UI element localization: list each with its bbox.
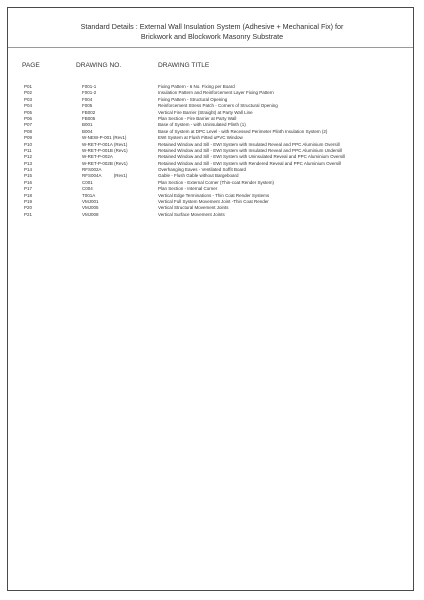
row-page: P10 (24, 141, 33, 147)
row-drawing-title: Reinforcement Stress Patch - Corners of Structural Opening (158, 103, 278, 109)
row-drawing-no: W-NEW-P-001 (Rev1) (82, 135, 127, 141)
row-page: P08 (24, 128, 33, 134)
row-drawing-no: C001 (82, 179, 93, 185)
row-drawing-title: Plan Section - Fire Barrier at Party Wall (158, 115, 237, 121)
row-page: P13 (24, 160, 33, 166)
row-page: P18 (24, 192, 33, 198)
row-page: P17 (24, 186, 33, 192)
row-page: P15 (24, 173, 33, 179)
row-drawing-title: Retained Window and Sill - EWI System with Insulated Reveal and PPC Aluminium Oversill (158, 141, 340, 147)
row-drawing-no: W-RET-P-001B (Rev1) (82, 147, 128, 153)
row-drawing-title: Plan Section - Internal Corner (158, 186, 218, 192)
table-row (0, 212, 424, 218)
header-page: PAGE (22, 62, 40, 69)
document-title-line-2: Brickwork and Blockwork Masonry Substrate (140, 32, 284, 41)
drawing-list (0, 84, 424, 218)
row-drawing-no: F001-1 (82, 84, 97, 89)
row-drawing-no: F001-2 (82, 90, 97, 96)
row-drawing-title: Overhanging Eaves - Ventilated Soffit Board (158, 167, 246, 173)
row-drawing-no: F004 (82, 96, 93, 102)
row-page: P04 (24, 103, 33, 109)
row-page: P07 (24, 122, 33, 128)
row-drawing-title: Fixing Pattern - Structural Opening (158, 96, 228, 102)
row-drawing-no: VMJ001 (82, 199, 99, 205)
row-drawing-title: EWI System at Flush Fitted uPVC Window (158, 135, 243, 141)
row-drawing-title: Vertical Fire Barrier (Straight) at Party Wall Line (158, 109, 253, 115)
row-drawing-no: VMJ005 (82, 205, 99, 211)
row-drawing-no: W-RET-P-002A (82, 154, 113, 160)
row-drawing-no: W-RET-P-002B (Rev1) (82, 160, 128, 166)
title-divider (8, 47, 413, 48)
row-page: P14 (24, 167, 33, 173)
row-page: P03 (24, 96, 33, 102)
row-drawing-title: Fixing Pattern - 6 No. Fixing per Board (158, 84, 235, 89)
row-page: P09 (24, 135, 33, 141)
row-drawing-no: B004 (82, 128, 93, 134)
row-drawing-title: Plan Section - External Corner (Thin-coat Render System) (158, 179, 275, 185)
row-drawing-title: Insulation Pattern and Reinforcement Layer Fixing Pattern (158, 90, 274, 96)
row-drawing-title: Vertical Full System Movement Joint -Thin Coat Render (158, 199, 269, 205)
row-drawing-title: Vertical Edge Terminations - Thin Coat Render Systems (158, 192, 270, 198)
row-page: P20 (24, 205, 33, 211)
row-page: P21 (24, 211, 33, 217)
row-page: P01 (24, 84, 33, 89)
row-page: P12 (24, 154, 33, 160)
row-drawing-no: B001 (82, 122, 93, 128)
header-drawing-no: DRAWING NO. (76, 62, 122, 69)
row-drawing-no: C004 (82, 186, 93, 192)
row-drawing-title: Retained Window and Sill - EWI System with Rendered Reveal and PPC Aluminium Oversill (158, 160, 342, 166)
document-title-line-1: Standard Details : External Wall Insulation System (Adhesive + Mechanical Fix) for (80, 22, 344, 31)
row-drawing-title: Retained Window and Sill - EWI System with Uninsulated Reveal and PPC Aluminium Oversill (158, 154, 346, 160)
row-drawing-no: W-RET-P-001A (Rev1) (82, 141, 128, 147)
row-drawing-no: RFS002A (82, 167, 102, 173)
row-drawing-no: FB005 (82, 115, 96, 121)
row-page: P19 (24, 199, 33, 205)
header-drawing-title: DRAWING TITLE (158, 62, 210, 69)
row-page: P06 (24, 115, 33, 121)
table-header-row (0, 62, 424, 72)
row-drawing-title: Base of System at DPC Level - with Recessed Perimeter Plinth Insulation System (2) (158, 128, 328, 134)
row-page: P16 (24, 179, 33, 185)
row-drawing-no: VMJ008 (82, 211, 99, 217)
row-drawing-title: Vertical Structural Movement Joints (158, 205, 229, 211)
row-page: P05 (24, 109, 33, 115)
row-drawing-title: Base of System - with Uninsulated Plinth (1) (158, 122, 246, 128)
row-page: P11 (24, 147, 32, 153)
row-drawing-title: Retained Window and Sill - EWI System with Insulated Reveal and PPC Aluminium Undersill (158, 147, 343, 153)
row-drawing-title: Gable - Flush Gable without Bargeboard (158, 173, 239, 179)
row-page: P02 (24, 90, 33, 96)
row-drawing-no: T001A (82, 192, 96, 198)
row-drawing-no: F005 (82, 103, 93, 109)
row-drawing-no: FB002 (82, 109, 96, 115)
row-drawing-title: Vertical Surface Movement Joints (158, 211, 225, 217)
row-drawing-no: RFS004A (Rev1) (82, 173, 128, 179)
document-title (20, 22, 404, 42)
